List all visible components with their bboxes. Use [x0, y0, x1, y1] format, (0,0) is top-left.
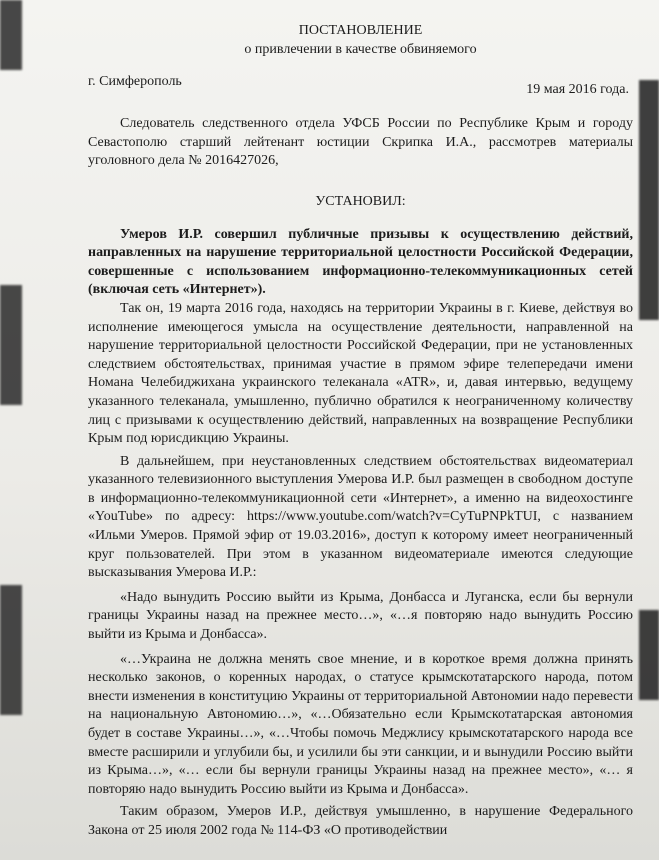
paragraph: В дальнейшем, при неустановленных следствием обстоятельствах видеоматериал указанного телевизионного выступления Умерова И.Р. был размещен в свободном доступе в информационно-телекоммуникационной сети «Интернет», а именно на видеохостинге «YouTube» по адресу: https://www.youtube.com/watch?v=CyTuPNPkTUI, с названием «Ильми Умеров. Прямой эфир от 19.03.2016», доступ к которому имеет неограниченный круг пользователей. При этом в указанном видеоматериале имеются следующие высказывания Умерова И.Р.: — [88, 453, 633, 581]
document-title: ПОСТАНОВЛЕНИЕ — [298, 23, 423, 38]
quote-paragraph: «…Украина не должна менять свое мнение, и в короткое время должна принять несколько законов, о коренных народах, о статусе крымскотатарского народа, потом внести изменения в конституцию Украины от территориальной Автономии надо перевести на национальную Автономию…», «…Обязательно если Крымскотатарская автономия будет в составе Украины…», «…Чтобы помочь Меджлису крымскотатарского народа все вместе расширили и углубили бы, и усилили бы эти санкции, и и вынудили Россию выйти из Крыма…», «… если бы вернули границы Украины назад на прежнее место», «… я повторяю надо вынудить Россию выйти из Крыма и Донбасса». — [88, 651, 633, 797]
city: г. Симферополь — [88, 74, 182, 90]
right-edge-shadow — [639, 610, 659, 700]
left-edge-shadow — [0, 285, 22, 405]
place-date-line — [88, 73, 633, 98]
paragraph: Таким образом, Умеров И.Р., действуя умышленно, в нарушение Федерального Закона от 25 июля 2002 года № 114-ФЗ «О противодействии — [88, 804, 633, 838]
quote-paragraph: «Надо вынудить Россию выйти из Крыма, Донбасса и Луганска, если бы вернули границы Украины назад на прежнее место…», «…я повторяю надо вынудить Россию выйти из Крыма и Донбасса». — [88, 589, 633, 643]
established-heading: УСТАНОВИЛ: — [315, 193, 406, 209]
document-body — [88, 20, 633, 841]
charge-summary: Умеров И.Р. совершил публичные призывы к осуществлению действий, направленных на нарушение территориальной целостности Российской Федерации, совершенные с использованием информационно-телекоммуникационных сетей (включая сеть «Интернет»). — [88, 226, 633, 298]
right-edge-shadow — [639, 80, 659, 320]
document-subtitle: о привлечении в качестве обвиняемого — [244, 41, 477, 57]
intro-paragraph: Следователь следственного отдела УФСБ России по Республике Крым и городу Севастополю старший лейтенант юстиции Скрипка И.А., рассмотрев материалы уголовного дела № 2016427026, — [88, 116, 633, 169]
date: 19 мая 2016 года. — [526, 82, 629, 98]
left-edge-shadow — [0, 585, 22, 715]
paragraph: Так он, 19 марта 2016 года, находясь на территории Украины в г. Киеве, действуя во исполнение имеющегося умысла на осуществление деятельности, направленной на нарушение территориальной целостности Российской Федерации, при не установленных следствием обстоятельствах, принимая участие в прямом эфире телепередачи имени Номана Челебиджихана украинского телеканала «ATR», и, давая интервью, ведущему указанного телеканала, умышленно, публично обратился к неограниченному количеству лиц с призывами к осуществлению действий, направленных на возвращение Республики Крым под юрисдикцию Украины. — [88, 300, 633, 447]
left-edge-shadow — [0, 0, 22, 70]
